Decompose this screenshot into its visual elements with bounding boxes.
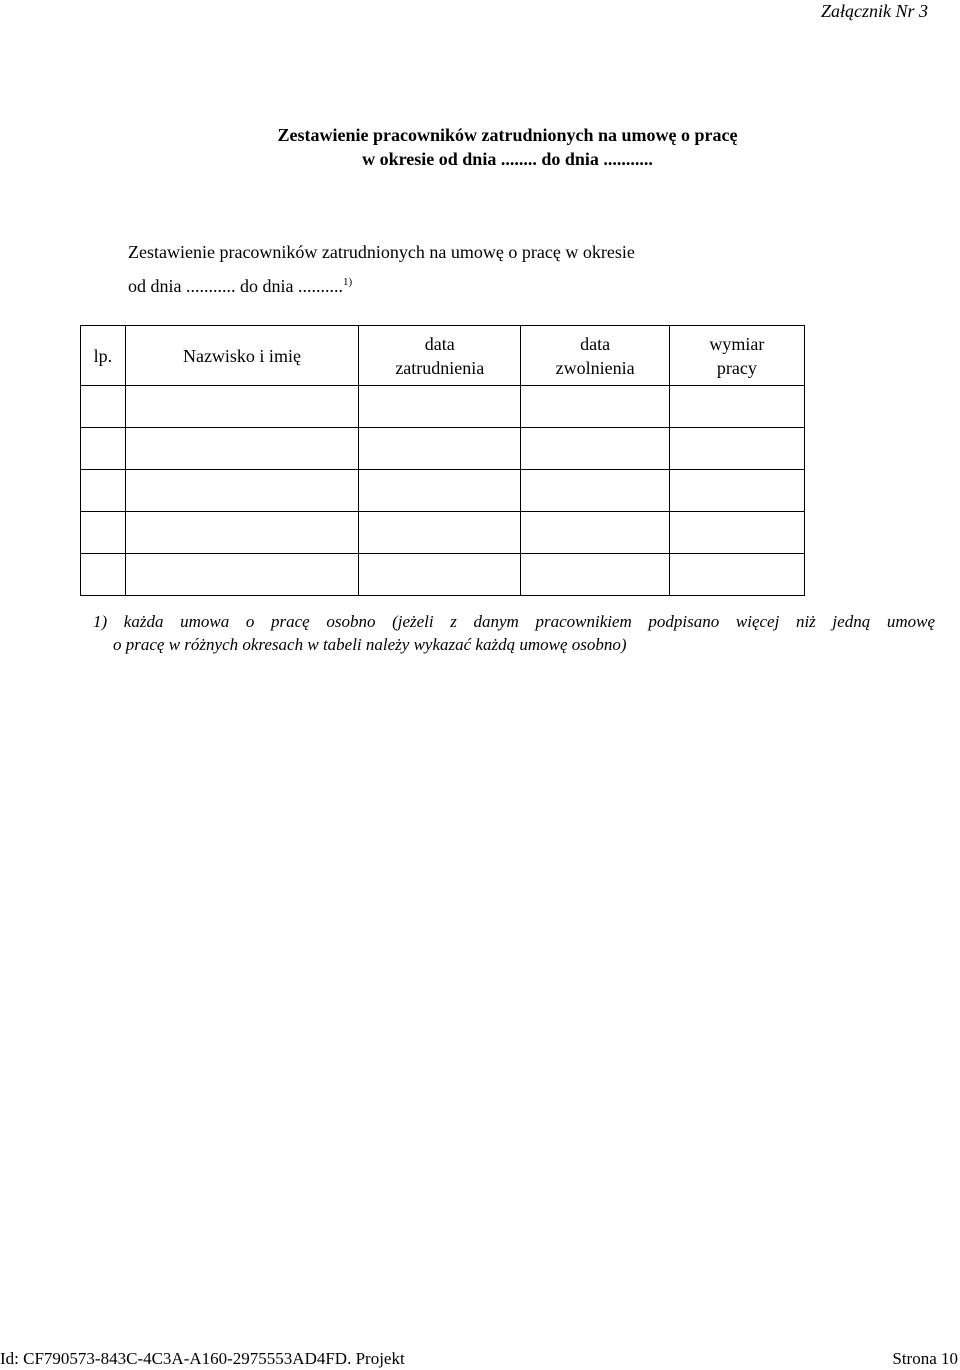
- bold-title-line2: w okresie od dnia ........ do dnia ...........: [362, 149, 653, 169]
- footnote-ref: 1): [342, 276, 353, 288]
- header-dismissal-date-line2: zwolnienia: [555, 357, 635, 378]
- plain-title-line2: od dnia ........... do dnia ..........: [128, 276, 343, 296]
- bold-title-line1: Zestawienie pracowników zatrudnionych na umowę o pracę: [277, 125, 738, 145]
- table-cell-employment-date: [359, 428, 521, 470]
- table-cell-employment-date: [359, 386, 521, 428]
- table-cell-dismissal-date: [521, 554, 669, 596]
- table-cell-lp: [81, 554, 126, 596]
- bold-title: [0, 123, 960, 171]
- table-row: [81, 512, 805, 554]
- header-employment-date-line1: data: [424, 333, 455, 354]
- header-name: Nazwisko i imię: [125, 326, 358, 386]
- table-cell-working-time: [669, 428, 804, 470]
- header-dismissal-date-line1: data: [580, 333, 611, 354]
- table-cell-name: [125, 470, 358, 512]
- table-cell-employment-date: [359, 554, 521, 596]
- table-cell-dismissal-date: [521, 512, 669, 554]
- table-cell-lp: [81, 512, 126, 554]
- table-cell-working-time: [669, 512, 804, 554]
- table-row: [81, 428, 805, 470]
- footnote-line1: 1) każda umowa o pracę osobno (jeżeli z danym pracownikiem podpisano więcej niż jedną umowę: [93, 612, 935, 631]
- table-cell-dismissal-date: [521, 470, 669, 512]
- header-dismissal-date: [521, 326, 669, 386]
- table-cell-employment-date: [359, 512, 521, 554]
- table-cell-name: [125, 554, 358, 596]
- attachment-label: Załącznik Nr 3: [820, 1, 928, 21]
- header-working-time-line2: pracy: [716, 357, 757, 378]
- footnote-line2: o pracę w różnych okresach w tabeli należy wykazać każdą umowę osobno): [113, 635, 627, 654]
- header-working-time: [669, 326, 804, 386]
- footer-document-id: Id: CF790573-843C-4C3A-A160-2975553AD4FD. Projekt: [0, 1349, 405, 1368]
- table-cell-working-time: [669, 386, 804, 428]
- table-cell-lp: [81, 386, 126, 428]
- plain-title-line2-wrap: [128, 269, 635, 303]
- table-header-row: [81, 326, 805, 386]
- table-cell-name: [125, 386, 358, 428]
- table-cell-dismissal-date: [521, 428, 669, 470]
- table-cell-employment-date: [359, 470, 521, 512]
- table-row: [81, 554, 805, 596]
- table-cell-working-time: [669, 470, 804, 512]
- header-employment-date: [359, 326, 521, 386]
- footer-page-number: Strona 10: [892, 1349, 958, 1368]
- table-cell-lp: [81, 470, 126, 512]
- footnote: [93, 610, 935, 656]
- table-row: [81, 386, 805, 428]
- plain-title: [128, 235, 635, 303]
- table-cell-dismissal-date: [521, 386, 669, 428]
- table-cell-name: [125, 428, 358, 470]
- table-cell-name: [125, 512, 358, 554]
- employee-table: [80, 325, 805, 596]
- header-lp: lp.: [81, 326, 126, 386]
- table-row: [81, 470, 805, 512]
- table-cell-working-time: [669, 554, 804, 596]
- plain-title-line1: Zestawienie pracowników zatrudnionych na umowę o pracę w okresie: [128, 242, 635, 262]
- header-working-time-line1: wymiar: [709, 333, 765, 354]
- header-employment-date-line2: zatrudnienia: [395, 357, 485, 378]
- table-cell-lp: [81, 428, 126, 470]
